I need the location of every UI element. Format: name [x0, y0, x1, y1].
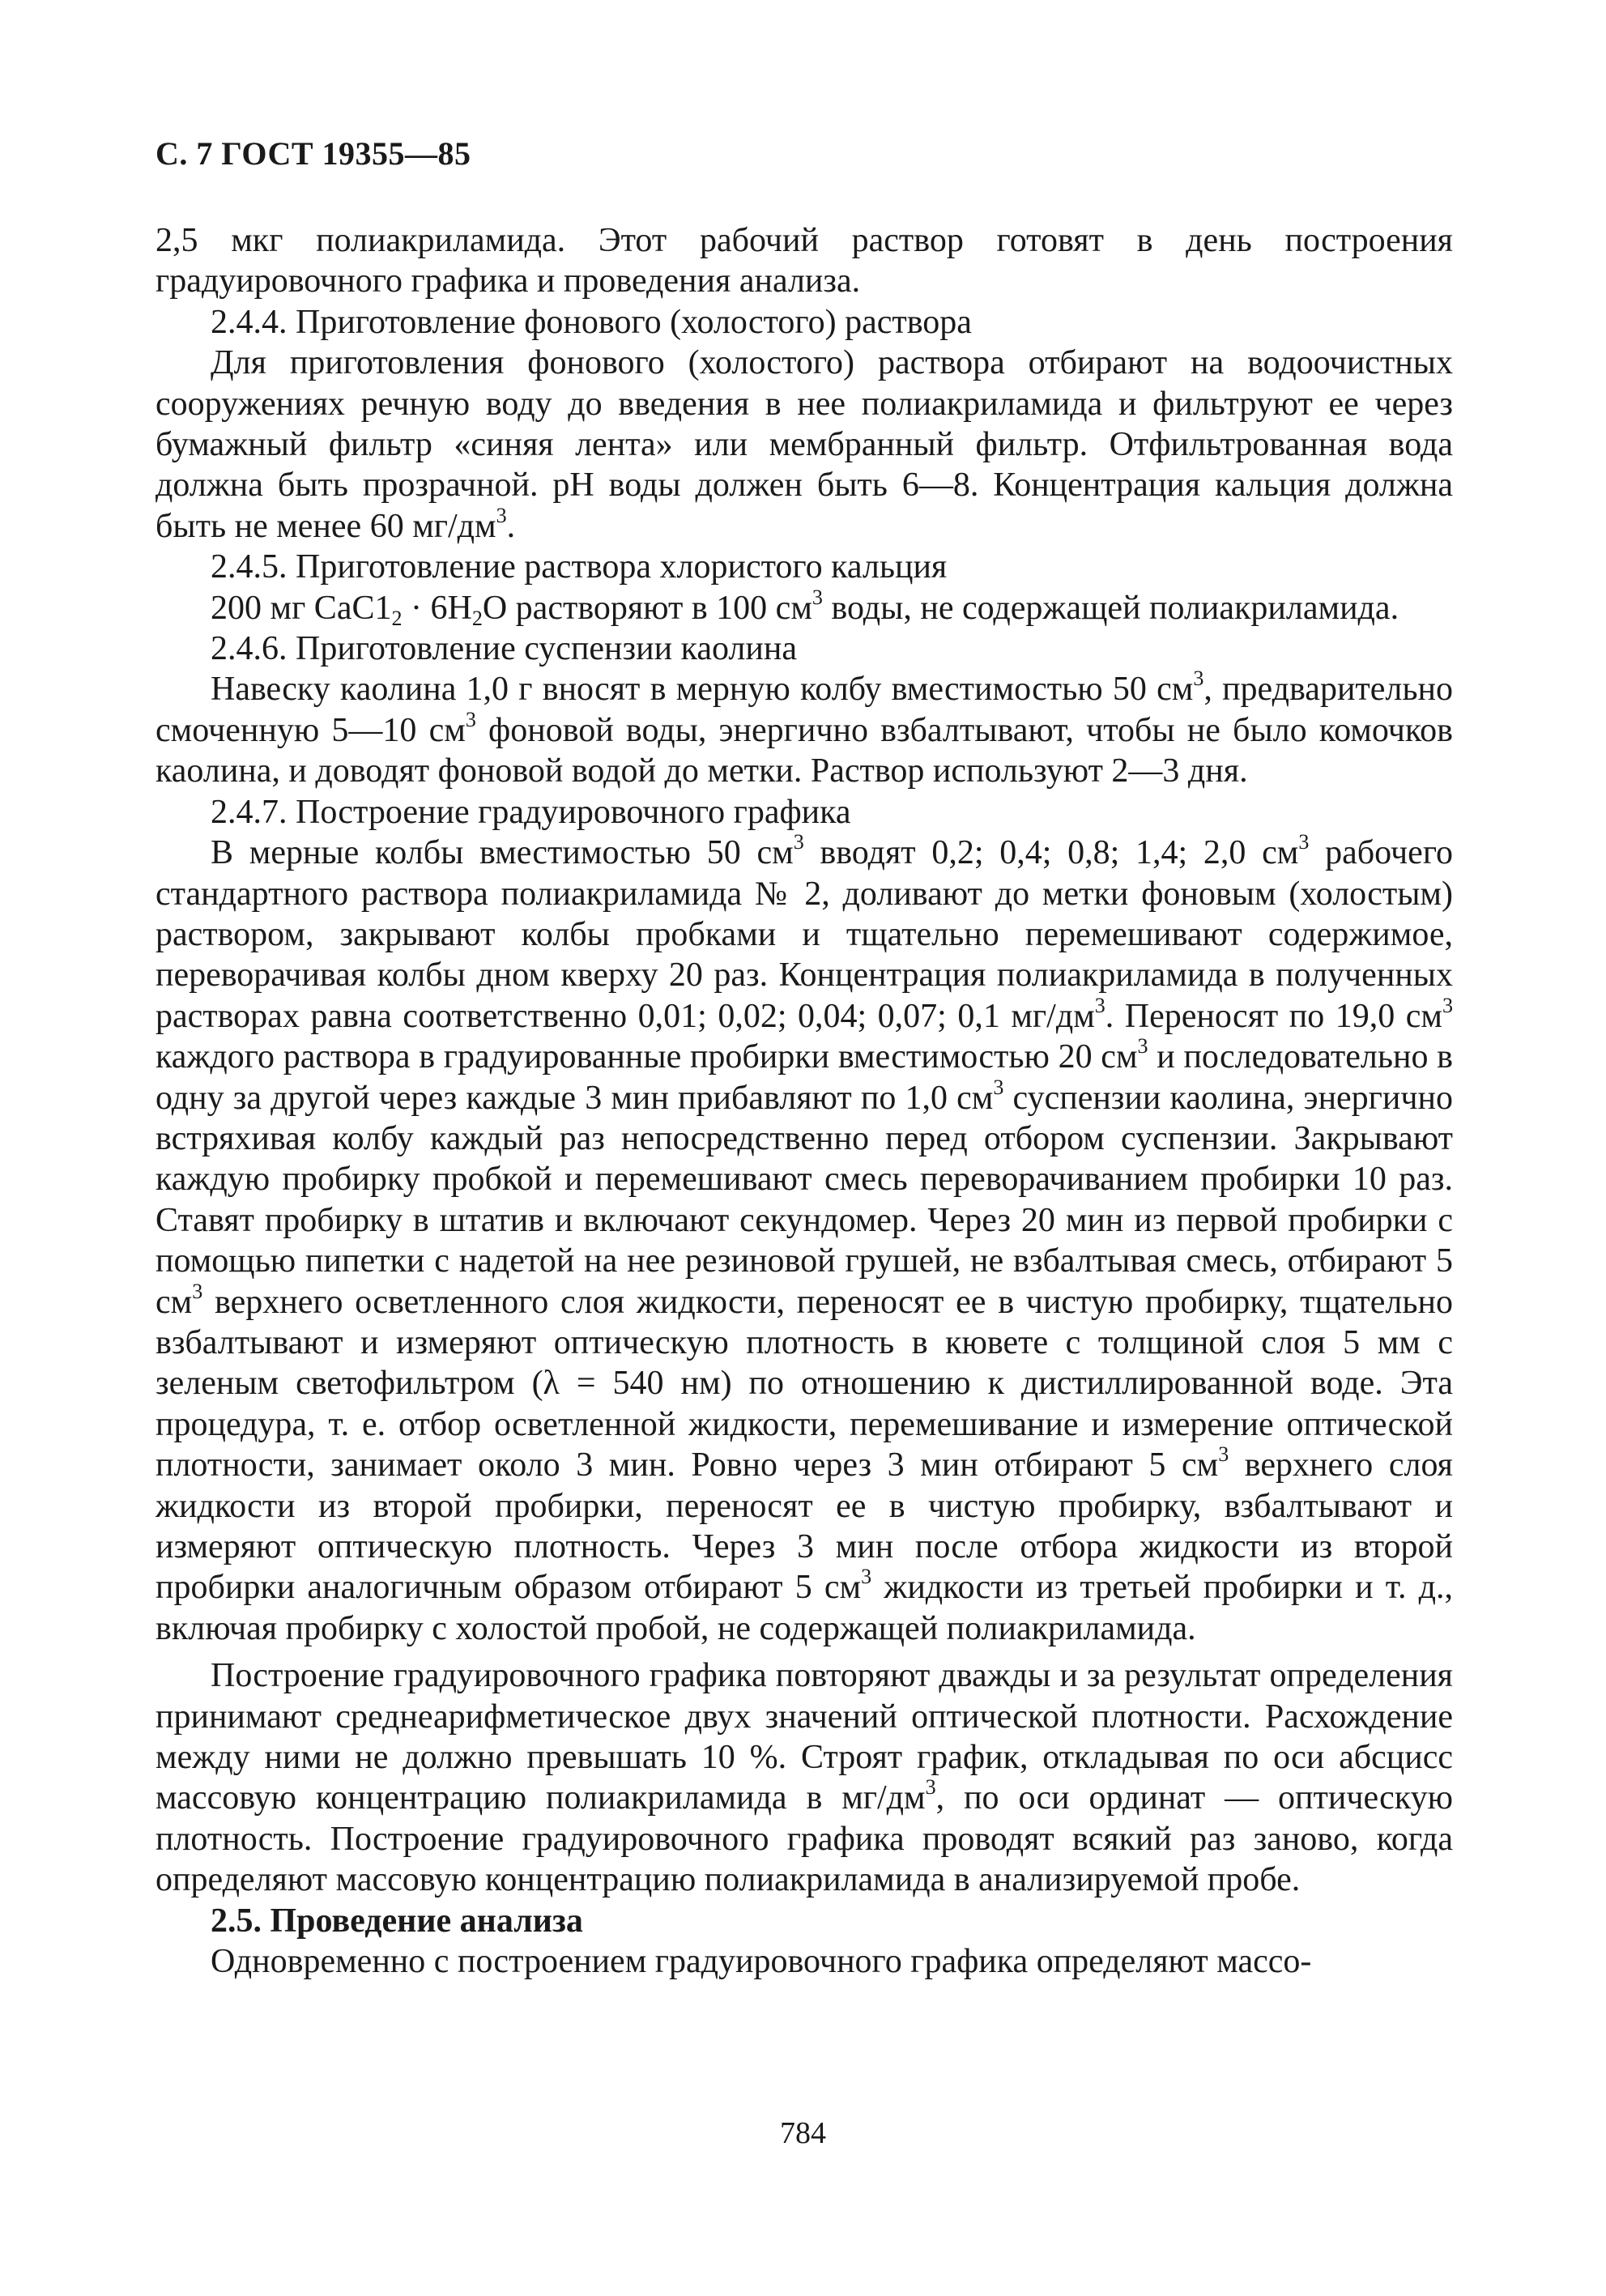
section-heading-2-4-7: 2.4.7. Построение градуировочного графика	[211, 793, 851, 831]
paragraph-2-5: Одновременно с построением градуировочного графика определяют массо-	[211, 1943, 1312, 1981]
section-heading-2-4-5: 2.4.5. Приготовление раствора хлористого кальция	[211, 548, 948, 586]
paragraph-2-4-4: Для приготовления фонового (холостого) раствора отбирают на водоочистных сооружениях речную воду до введения в нее полиакриламида и фильтруют ее через бумажный фильтр «синяя лента» или мембранный фильтр. Отфильтрованная вода должна быть прозрачной. рН воды должен быть 6—8. Концентрация кальция должна быть не менее 60 $мг/дм^3$.	[155, 344, 1453, 545]
paragraph-2-4-5: 200 мг $CaC1_2 \cdot 6H_2O$ растворяют в 100 $см^3$ воды, не содержащей полиакриламида.	[211, 585, 1399, 630]
page-number: 784	[780, 2116, 826, 2150]
document-body	[155, 220, 1453, 1982]
section-heading-2-4-6: 2.4.6. Приготовление суспензии каолина	[211, 630, 797, 668]
paragraph-continuation: 2,5 мкг полиакриламида. Этот рабочий раствор готовят в день построения градуировочного графика и проведения анализа.	[155, 222, 1453, 300]
section-heading-2-4-4: 2.4.4. Приготовление фонового (холостого) раствора	[211, 303, 972, 341]
paragraph-2-4-6: Навеску каолина 1,0 г вносят в мерную колбу вместимостью 50 $см^3$, предварительно смоченную 5—10 $см^3$ фоновой воды, энергично взбалтывают, чтобы не было комочков каолина, и доводят фоновой водой до метки. Раствор используют 2—3 дня.	[155, 667, 1454, 790]
paragraph-2-4-7-calibration: Построение градуировочного графика повторяют дважды и за результат определения принимают среднеарифметическое двух значений оптической плотности. Расхождение между ними не должно превышать 10 %. Строят график, откладывая по оси абсцисс массовую концентрацию полиакриламида в $мг/дм^3$, по оси ординат — оптическую плотность. Построение градуировочного графика проводят всякий раз заново, когда определяют массовую концентрацию полиакриламида в анализируемой пробе.	[155, 1657, 1453, 1899]
section-heading-2-5: 2.5. Проведение анализа	[211, 1902, 583, 1940]
page-header: С. 7 ГОСТ 19355—85	[155, 135, 471, 172]
paragraph-2-4-7: В мерные колбы вместимостью 50 $см^3$ вводят 0,2; 0,4; 0,8; 1,4; 2,0 $см^3$ рабочего стандартного раствора полиакриламида № 2, доливают до метки фоновым (холостым) раствором, закрывают колбы пробками и тщательно перемешивают содержимое, переворачивая колбы дном кверху 20 раз. Концентрация полиакриламида в полученных растворах равна соответственно 0,01; 0,02; 0,04; 0,07; 0,1 $мг/дм^3$. Переносят по 19,0 $см^3$ каждого раствора в градуированные пробирки вместимостью 20 $см^3$ и последовательно в одну за другой через каждые 3 мин прибавляют по 1,0 $см^3$ суспензии каолина, энергично встряхивая колбу каждый раз непосредственно перед отбором суспензии. Закрывают каждую пробирку пробкой и перемешивают смесь переворачиванием пробирки 10 раз. Ставят пробирку в штатив и включают секундомер. Через 20 мин из первой пробирки с помощью пипетки с надетой на нее резиновой грушей, не взбалтывая смесь, отбирают 5 $см^3$ верхнего осветленного слоя жидкости, переносят ее в чистую пробирку, тщательно взбалтывают и измеряют оптическую плотность в кювете с толщиной слоя 5 мм с зеленым светофильтром (λ = 540 нм) по отношению к дистиллированной воде. Эта процедура, т. е. отбор осветленной жидкости, перемешивание и измерение оптической плотности, занимает около 3 мин. Ровно через 3 мин отбирают 5 $см^3$ верхнего слоя жидкости из второй пробирки, переносят ее в чистую пробирку, взбалтывают и измеряют оптическую плотность. Через 3 мин после отбора жидкости из второй пробирки аналогичным образом отбирают 5 $см^3$ жидкости из третьей пробирки и т. д., включая пробирку с холостой пробой, не содержащей полиакриламида.	[155, 829, 1454, 1647]
